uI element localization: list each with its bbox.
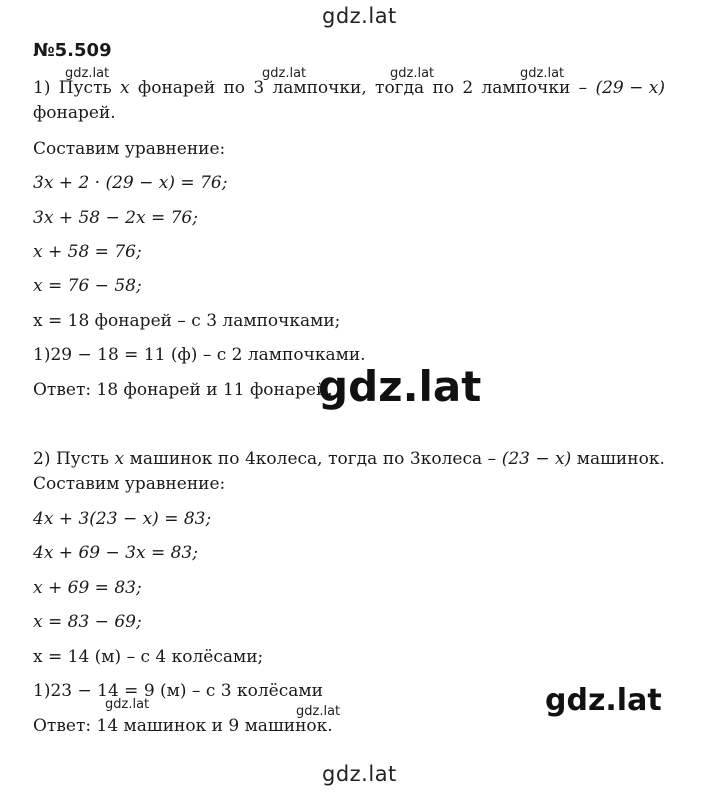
word: по [382, 449, 405, 469]
problem-number: №5.509 [33, 40, 112, 61]
word: по [217, 449, 240, 469]
word: по [432, 78, 455, 98]
part2-heading: Составим уравнение: [33, 474, 226, 494]
variable: x [120, 78, 130, 98]
word: 2 [462, 78, 474, 98]
word: Пусть [55, 449, 109, 469]
part1-answer: Ответ: 18 фонарей и 11 фонарей. [33, 380, 333, 400]
word: – [578, 78, 588, 98]
equation-step: x + 69 = 83; [33, 578, 142, 598]
word: фонарей [137, 78, 216, 98]
equation-step: x = 76 − 58; [33, 276, 142, 296]
watermark-bottom: gdz.lat [322, 762, 397, 786]
equation-step: 3x + 2 · (29 − x) = 76; [33, 173, 228, 193]
watermark-medium: gdz.lat [545, 683, 662, 718]
expression: (29 − x) [595, 78, 665, 98]
part1-line2: фонарей. [33, 103, 116, 123]
watermark-small: gdz.lat [390, 66, 435, 81]
equation-step: x + 58 = 76; [33, 242, 142, 262]
part1-heading: Составим уравнение: [33, 139, 226, 159]
watermark-top: gdz.lat [322, 4, 397, 28]
equation-step: 4x + 69 − 3x = 83; [33, 543, 198, 563]
word: тогда [375, 78, 425, 98]
word: 2) [33, 449, 51, 469]
word: 3 [253, 78, 265, 98]
word: лампочки [481, 78, 571, 98]
word: 4колеса, [244, 449, 323, 469]
word: тогда [328, 449, 378, 469]
equation-step: 1)23 − 14 = 9 (м) – с 3 колёсами [33, 681, 323, 701]
watermark-small: gdz.lat [296, 704, 341, 719]
word: машинок. [576, 449, 665, 469]
word: Пусть [58, 78, 112, 98]
word: по [223, 78, 246, 98]
equation-step: x = 83 − 69; [33, 612, 142, 632]
word: машинок [129, 449, 213, 469]
equation-step: x = 14 (м) – с 4 колёсами; [33, 647, 264, 667]
watermark-small: gdz.lat [262, 66, 307, 81]
equation-step: x = 18 фонарей – с 3 лампочками; [33, 311, 341, 331]
equation-step: 3x + 58 − 2x = 76; [33, 208, 198, 228]
word: 3колеса [409, 449, 483, 469]
variable: x [114, 449, 125, 469]
part2-line1 [33, 449, 665, 469]
watermark-small: gdz.lat [105, 697, 150, 712]
word: лампочки, [272, 78, 367, 98]
part1-line1 [33, 78, 665, 98]
expression: (23 − x) [501, 449, 572, 469]
watermark-small: gdz.lat [520, 66, 565, 81]
word: 1) [33, 78, 51, 98]
watermark-small: gdz.lat [65, 66, 110, 81]
equation-step: 4x + 3(23 − x) = 83; [33, 509, 212, 529]
watermark-large: gdz.lat [318, 362, 482, 411]
word: – [487, 449, 497, 469]
part2-answer: Ответ: 14 машинок и 9 машинок. [33, 716, 333, 736]
equation-step: 1)29 − 18 = 11 (ф) – с 2 лампочками. [33, 345, 366, 365]
